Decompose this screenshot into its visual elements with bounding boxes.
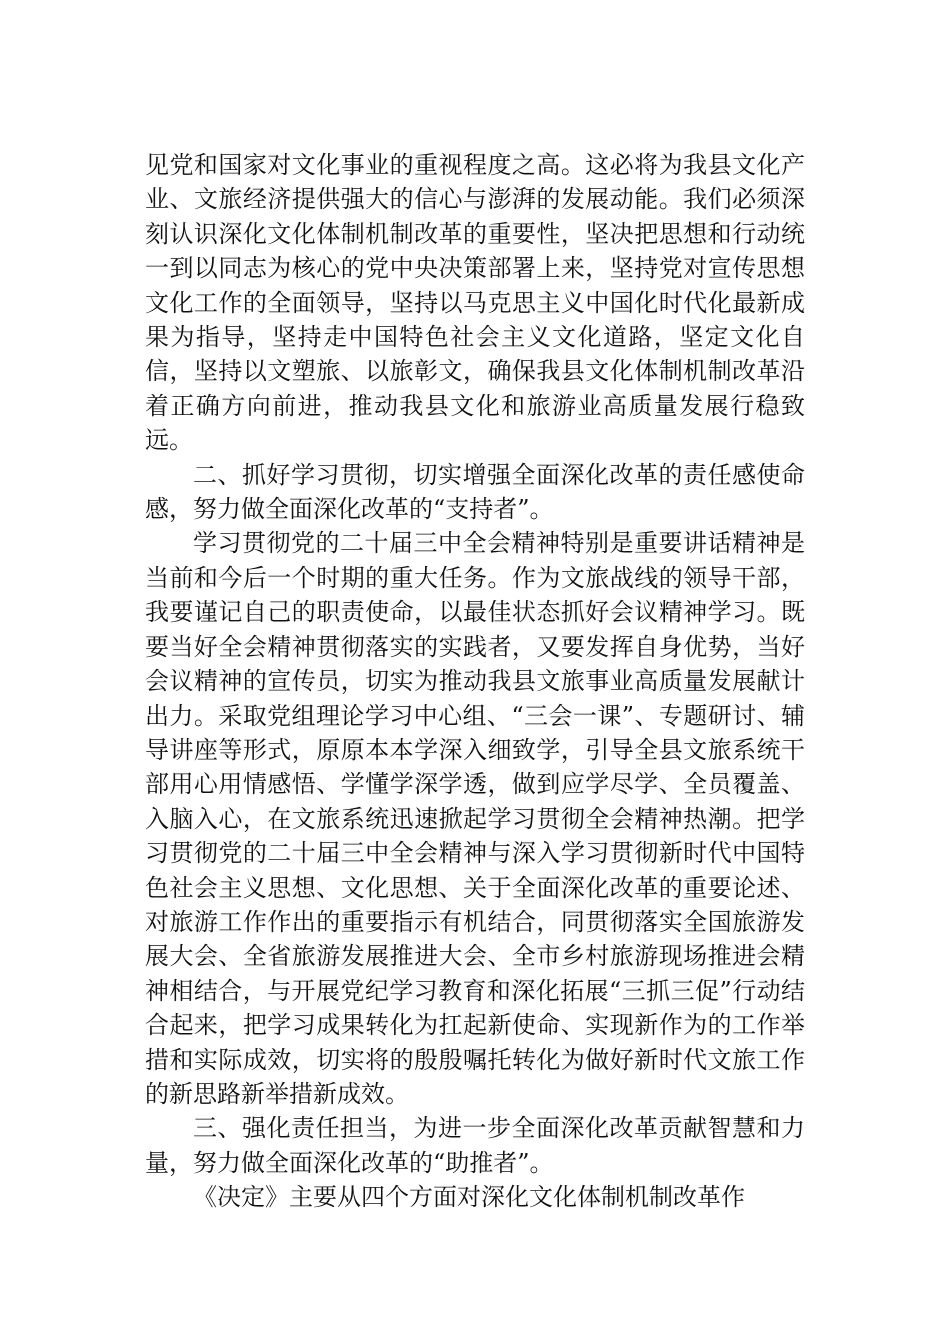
section-heading-two: 二、抓好学习贯彻，切实增强全面深化改革的责任感使命感，努力做全面深化改革的“支持者”。 xyxy=(145,460,805,524)
paragraph-study: 学习贯彻党的二十届三中全会精神特别是重要讲话精神是当前和今后一个时期的重大任务。作为文旅战线的领导干部，我要谨记自己的职责使命，以最佳状态抓好会议精神学习。既要当好全会精神贯彻落实的实践者，又要发挥自身优势，当好会议精神的宣传员，切实为推动我县文旅事业高质量发展献计出力。采取党组理论学习中心组、“三会一课”、专题研讨、辅导讲座等形式，原原本本学深入细致学，引导全县文旅系统干部用心用情感悟、学懂学深学透，做到应学尽学、全员覆盖、入脑入心，在文旅系统迅速掀起学习贯彻全会精神热潮。把学习贯彻党的二十届三中全会精神与深入学习贯彻新时代中国特色社会主义思想、文化思想、关于全面深化改革的重要论述、对旅游工作作出的重要指示有机结合，同贯彻落实全国旅游发展大会、全省旅游发展推进大会、全市乡村旅游现场推进会精神相结合，与开展党纪学习教育和深化拓展“三抓三促”行动结合起来，把学习成果转化为扛起新使命、实现新作为的工作举措和实际成效，切实将的殷殷嘱托转化为做好新时代文旅工作的新思路新举措新成效。 xyxy=(145,529,805,1108)
document-body xyxy=(145,148,805,1215)
section-heading-three: 三、强化责任担当，为进一步全面深化改革贡献智慧和力量，努力做全面深化改革的“助推者”。 xyxy=(145,1114,805,1177)
paragraph-decision: 《决定》主要从四个方面对深化文化体制机制改革作 xyxy=(193,1183,745,1212)
paragraph-continuation: 见党和国家对文化事业的重视程度之高。这必将为我县文化产业、文旅经济提供强大的信心与澎湃的发展动能。我们必须深刻认识深化文化体制机制改革的重要性，坚决把思想和行动统一到以同志为核心的党中央决策部署上来，坚持党对宣传思想文化工作的全面领导，坚持以马克思主义中国化时代化最新成果为指导，坚持走中国特色社会主义文化道路，坚定文化自信，坚持以文塑旅、以旅彰文，确保我县文化体制机制改革沿着正确方向前进，推动我县文化和旅游业高质量发展行稳致远。 xyxy=(145,151,805,455)
